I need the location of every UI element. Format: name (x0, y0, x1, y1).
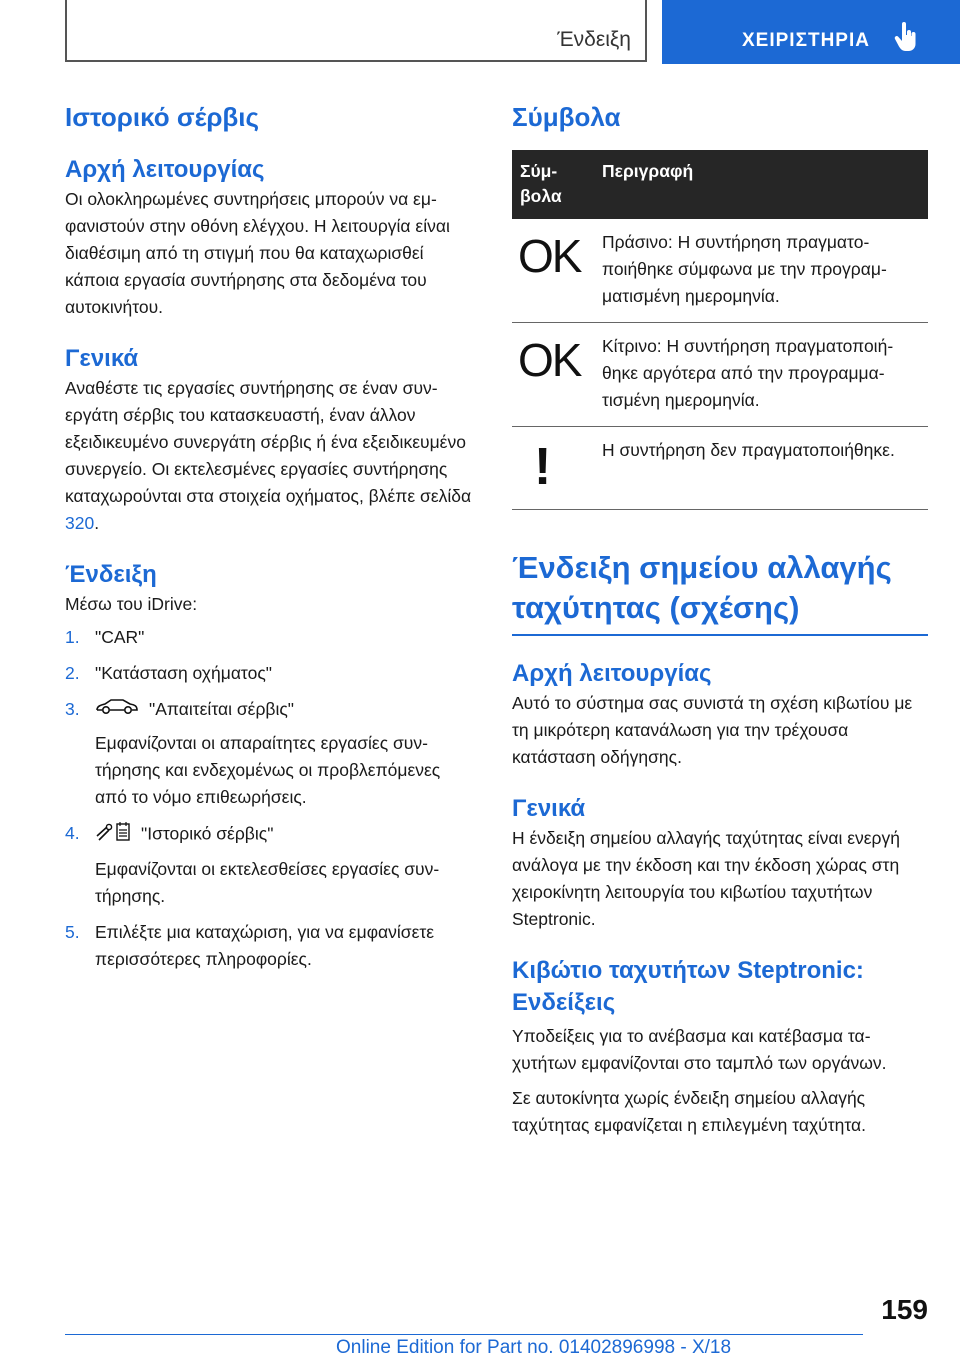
general-heading: Γενικά (512, 795, 586, 822)
description-cell: Κίτρινο: Η συντήρηση πραγματοποιήθηκε αργότερα από την προγραμματισμένη ημερομηνία. (594, 323, 928, 427)
general-heading: Γενικά (65, 345, 139, 372)
page-link[interactable]: 320 (65, 513, 95, 533)
step-number: 4. (65, 822, 80, 843)
table-row (512, 219, 928, 323)
general-paragraph (65, 375, 475, 537)
hand-pointer-icon (894, 22, 918, 57)
general-text: Η ένδειξη σημείου αλλαγής ταχύτητας είναι ενεργή ανάλογα με την έκδοση και την έκδοση χώρας στη χειροκίνητη λειτουργία του κιβωτίου ταχυτήτων Steptronic. (512, 828, 900, 929)
step-number: 3. (65, 699, 80, 719)
principle-heading: Αρχή λειτουργίας (65, 156, 265, 183)
column-header-description: Περιγραφή (594, 150, 928, 219)
symbols-table (512, 150, 928, 510)
step-text: Επιλέξτε μια καταχώριση, για να εμφανίσετε περισσότερες πληροφορίες. (95, 921, 435, 969)
step-text: "Ιστορικό σέρβις" (141, 823, 274, 844)
step-sub-text: Εμφανίζονται οι εκτελεσθείσες εργασίες συντήρησης. (95, 858, 440, 906)
ok-yellow-icon: OK (518, 334, 581, 386)
header-section-tab[interactable] (662, 0, 960, 64)
service-history-icon (95, 820, 131, 850)
general-end: . (94, 513, 100, 533)
step-number: 5. (65, 921, 80, 942)
steptronic-text-2: Σε αυτοκίνητα χωρίς ένδειξη σημείου αλλαγής ταχύτητας εμφανίζεται η επιλεγμένη ταχύτητα. (512, 1088, 867, 1135)
service-history-title: Ιστορικό σέρβις (65, 102, 260, 132)
steptronic-text-1: Υποδείξεις για το ανέβασμα και κατέβασμα ταχυτήτων εμφανίζονται στο ταμπλό των οργάνων. (512, 1026, 887, 1073)
section-title: ΧΕΙΡΙΣΤΗΡΙΑ (742, 30, 870, 51)
step-item (65, 919, 475, 973)
left-column (65, 100, 475, 982)
footer-divider (65, 1334, 863, 1335)
symbol-cell (512, 219, 594, 323)
column-header-symbol: Σύμβολα (512, 150, 594, 219)
edition-footer: Online Edition for Part no. 01402896998 - X/18 (336, 1337, 732, 1358)
display-intro: Μέσω του iDrive: (65, 594, 198, 614)
title-underline (512, 634, 928, 636)
description-cell: Πράσινο: Η συντήρηση πραγματοποιήθηκε σύμφωνα με την προγραμματισμένη ημερομηνία. (594, 219, 928, 323)
general-text: Αναθέστε τις εργασίες συντήρησης σε έναν συνεργάτη σέρβις του κατασκευαστή, έναν άλλον εξειδικευμένο συνεργάτη σέρβις ή ένα εξειδικευμένο συνεργείο. Οι εκτελεσμένες εργασίες συντήρησης καταχωρούνται στα στοιχεία οχήματος, βλέπε σελίδα (65, 378, 472, 506)
principle-text: Οι ολοκληρωμένες συντηρήσεις μπορούν να εμφανιστούν στην οθόνη ελέγχου. Η λειτουργία είναι διαθέσιμη από τη στιγμή που θα καταχωρισθεί κάποια εργασία συντήρησης στα δεδομένα του αυτοκινήτου. (65, 189, 450, 317)
step-sub-text: Εμφανίζονται οι απαραίτητες εργασίες συντήρησης και ενδεχομένως οι προβλεπόμενες από το νόμο επιθεωρήσεις. (95, 732, 441, 807)
idrive-steps (65, 624, 475, 973)
symbol-cell (512, 427, 594, 510)
header-chapter-box (65, 0, 647, 62)
ok-green-icon: OK (518, 230, 581, 282)
table-row (512, 427, 928, 510)
step-item (65, 820, 475, 910)
step-item (65, 624, 475, 651)
gear-shift-title: Ένδειξη σημείου αλλαγής ταχύτητας (σχέσης) (512, 550, 892, 625)
step-number: 2. (65, 663, 80, 683)
principle-text: Αυτό το σύστημα σας συνιστά τη σχέση κιβωτίου με τη μικρότερη κατανάλωση για την τρέχουσα κατάσταση οδήγησης. (512, 693, 913, 767)
step-item (65, 696, 475, 811)
steptronic-heading: Κιβώτιο ταχυτήτων Steptronic: Ενδείξεις (512, 957, 864, 1016)
table-row (512, 323, 928, 427)
step-item (65, 660, 475, 687)
step-text: "CAR" (95, 627, 145, 647)
description-cell: Η συντήρηση δεν πραγματοποιήθηκε. (594, 427, 928, 510)
step-text: "Απαιτείται σέρβις" (149, 699, 295, 719)
step-number: 1. (65, 627, 80, 647)
page-number: 159 (881, 1294, 928, 1325)
right-column (512, 100, 928, 1139)
car-outline-icon (95, 697, 139, 724)
symbol-cell (512, 323, 594, 427)
display-heading: Ένδειξη (65, 561, 157, 588)
symbols-heading: Σύμβολα (512, 102, 621, 132)
chapter-title: Ένδειξη (557, 28, 631, 51)
step-text: "Κατάσταση οχήματος" (95, 663, 272, 683)
principle-heading: Αρχή λειτουργίας (512, 660, 712, 687)
exclamation-icon: ! (534, 438, 552, 496)
